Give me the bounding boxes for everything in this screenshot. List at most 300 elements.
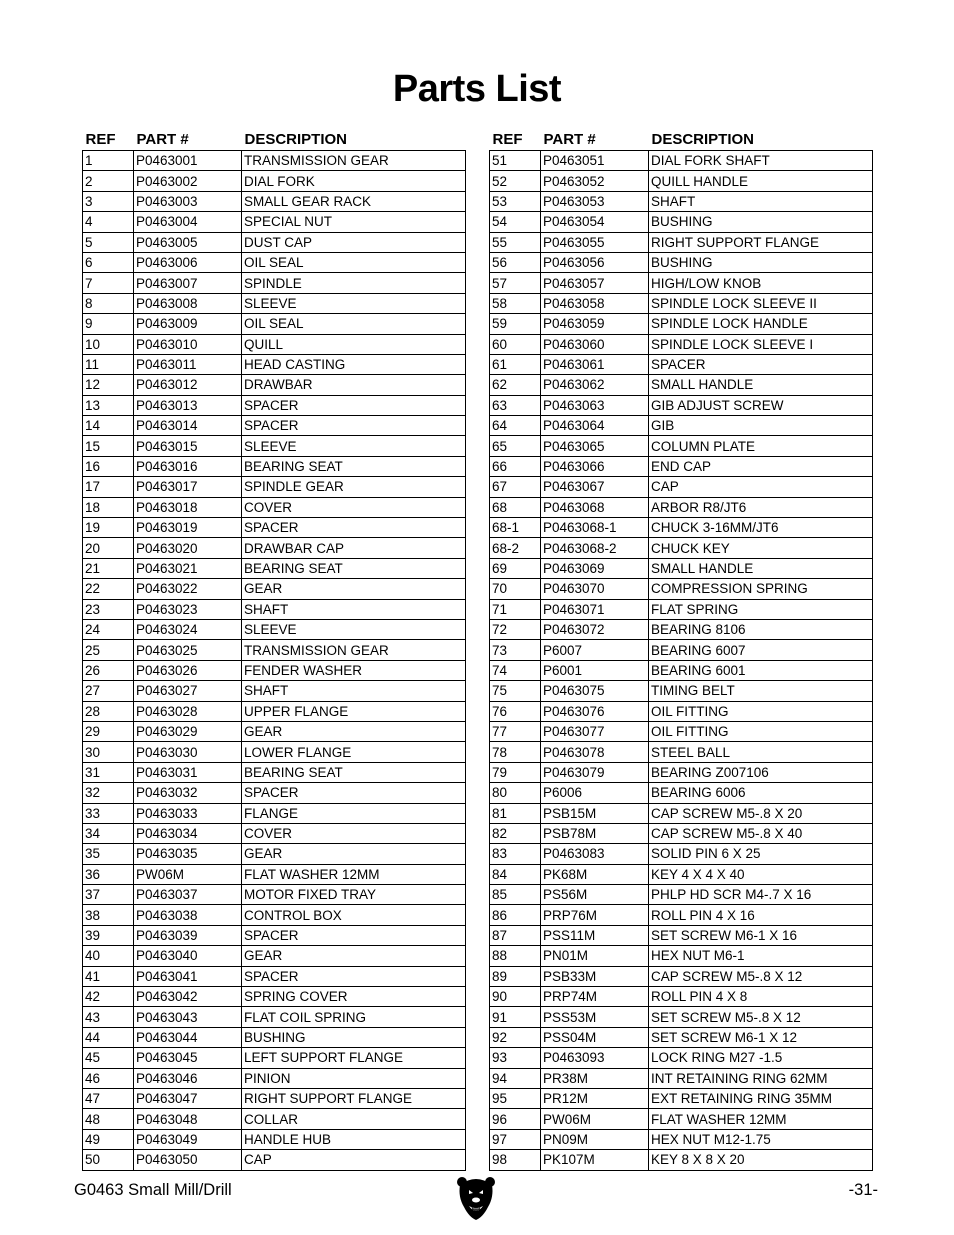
- ref-cell: 43: [83, 1007, 134, 1027]
- description-cell: HIGH/LOW KNOB: [649, 273, 873, 293]
- ref-cell: 13: [83, 395, 134, 415]
- part-number-cell: P0463042: [134, 987, 242, 1007]
- part-number-cell: PRP76M: [541, 905, 649, 925]
- description-cell: KEY 8 X 8 X 20: [649, 1150, 873, 1170]
- description-cell: DIAL FORK: [242, 171, 466, 191]
- ref-cell: 30: [83, 742, 134, 762]
- description-cell: ROLL PIN 4 X 16: [649, 905, 873, 925]
- part-number-cell: P0463052: [541, 171, 649, 191]
- part-number-cell: P0463038: [134, 905, 242, 925]
- part-number-cell: P0463005: [134, 232, 242, 252]
- part-number-cell: P0463054: [541, 212, 649, 232]
- ref-cell: 64: [490, 416, 541, 436]
- table-row: [490, 538, 873, 558]
- part-number-cell: P0463013: [134, 395, 242, 415]
- footer-model-label: G0463 Small Mill/Drill: [74, 1181, 232, 1199]
- table-row: [83, 1068, 466, 1088]
- ref-cell: 82: [490, 823, 541, 843]
- description-cell: MOTOR FIXED TRAY: [242, 885, 466, 905]
- part-number-column-header: PART #: [541, 128, 649, 151]
- ref-cell: 53: [490, 191, 541, 211]
- table-row: [83, 1088, 466, 1108]
- ref-column-header: REF: [490, 128, 541, 151]
- ref-cell: 98: [490, 1150, 541, 1170]
- table-row: [83, 416, 466, 436]
- ref-cell: 79: [490, 762, 541, 782]
- description-cell: BUSHING: [649, 252, 873, 272]
- part-number-cell: P0463065: [541, 436, 649, 456]
- part-number-cell: P0463017: [134, 477, 242, 497]
- description-cell: SPACER: [242, 416, 466, 436]
- ref-cell: 6: [83, 252, 134, 272]
- part-number-cell: P6001: [541, 660, 649, 680]
- ref-cell: 55: [490, 232, 541, 252]
- ref-cell: 45: [83, 1048, 134, 1068]
- parts-table-left-body: [83, 151, 466, 1171]
- description-cell: UPPER FLANGE: [242, 701, 466, 721]
- ref-cell: 68-2: [490, 538, 541, 558]
- description-cell: BEARING 8106: [649, 619, 873, 639]
- part-number-cell: P0463056: [541, 252, 649, 272]
- part-number-cell: P0463035: [134, 844, 242, 864]
- part-number-cell: P0463040: [134, 946, 242, 966]
- description-cell: GEAR: [242, 844, 466, 864]
- table-row: [490, 212, 873, 232]
- ref-cell: 7: [83, 273, 134, 293]
- table-row: [83, 885, 466, 905]
- part-number-cell: P0463044: [134, 1027, 242, 1047]
- description-cell: PINION: [242, 1068, 466, 1088]
- ref-cell: 58: [490, 293, 541, 313]
- ref-cell: 9: [83, 314, 134, 334]
- footer-page-number: -31-: [848, 1181, 878, 1199]
- part-number-cell: P0463068-1: [541, 518, 649, 538]
- description-cell: DUST CAP: [242, 232, 466, 252]
- table-row: [83, 191, 466, 211]
- table-row: [83, 354, 466, 374]
- part-number-cell: PSB78M: [541, 823, 649, 843]
- description-cell: COVER: [242, 497, 466, 517]
- description-cell: HEAD CASTING: [242, 354, 466, 374]
- ref-cell: 72: [490, 619, 541, 639]
- part-number-cell: P0463079: [541, 762, 649, 782]
- table-row: [490, 946, 873, 966]
- part-number-cell: P0463075: [541, 681, 649, 701]
- ref-cell: 18: [83, 497, 134, 517]
- description-cell: COLLAR: [242, 1109, 466, 1129]
- table-row: [83, 783, 466, 803]
- page-title: Parts List: [392, 68, 562, 110]
- part-number-cell: P0463068: [541, 497, 649, 517]
- table-row: [490, 558, 873, 578]
- description-cell: GEAR: [242, 721, 466, 741]
- ref-cell: 10: [83, 334, 134, 354]
- ref-cell: 83: [490, 844, 541, 864]
- ref-cell: 20: [83, 538, 134, 558]
- description-cell: LOCK RING M27 -1.5: [649, 1048, 873, 1068]
- table-row: [83, 538, 466, 558]
- description-cell: SLEEVE: [242, 619, 466, 639]
- description-cell: SPACER: [649, 354, 873, 374]
- ref-cell: 90: [490, 987, 541, 1007]
- part-number-cell: P0463051: [541, 151, 649, 171]
- description-cell: CAP SCREW M5-.8 X 20: [649, 803, 873, 823]
- description-cell: BEARING SEAT: [242, 456, 466, 476]
- part-number-cell: P0463037: [134, 885, 242, 905]
- part-number-cell: PRP74M: [541, 987, 649, 1007]
- description-cell: CONTROL BOX: [242, 905, 466, 925]
- part-number-cell: P0463010: [134, 334, 242, 354]
- part-number-cell: P0463016: [134, 456, 242, 476]
- ref-cell: 32: [83, 783, 134, 803]
- table-row: [490, 497, 873, 517]
- table-row: [490, 640, 873, 660]
- table-row: [490, 864, 873, 884]
- part-number-cell: P0463066: [541, 456, 649, 476]
- table-row: [490, 395, 873, 415]
- table-row: [490, 354, 873, 374]
- table-row: [83, 1150, 466, 1170]
- part-number-cell: P0463023: [134, 599, 242, 619]
- description-cell: LEFT SUPPORT FLANGE: [242, 1048, 466, 1068]
- table-row: [83, 314, 466, 334]
- part-number-cell: P6006: [541, 783, 649, 803]
- table-row: [83, 375, 466, 395]
- ref-cell: 5: [83, 232, 134, 252]
- table-row: [490, 599, 873, 619]
- ref-cell: 29: [83, 721, 134, 741]
- table-row: [83, 212, 466, 232]
- ref-cell: 49: [83, 1129, 134, 1149]
- table-row: [83, 823, 466, 843]
- ref-cell: 14: [83, 416, 134, 436]
- ref-cell: 63: [490, 395, 541, 415]
- ref-cell: 50: [83, 1150, 134, 1170]
- part-number-cell: P0463070: [541, 579, 649, 599]
- ref-cell: 4: [83, 212, 134, 232]
- ref-cell: 17: [83, 477, 134, 497]
- table-row: [83, 762, 466, 782]
- description-cell: SPECIAL NUT: [242, 212, 466, 232]
- ref-cell: 8: [83, 293, 134, 313]
- table-row: [83, 293, 466, 313]
- description-cell: SMALL HANDLE: [649, 375, 873, 395]
- table-header-row: [490, 128, 873, 151]
- description-cell: CAP SCREW M5-.8 X 40: [649, 823, 873, 843]
- table-row: [490, 925, 873, 945]
- table-row: [83, 273, 466, 293]
- ref-cell: 62: [490, 375, 541, 395]
- table-row: [83, 1048, 466, 1068]
- part-number-cell: P0463003: [134, 191, 242, 211]
- description-cell: SMALL HANDLE: [649, 558, 873, 578]
- table-row: [490, 518, 873, 538]
- grizzly-bear-logo-icon: [456, 1175, 496, 1221]
- table-row: [490, 191, 873, 211]
- ref-cell: 19: [83, 518, 134, 538]
- parts-table-right-body: [490, 151, 873, 1171]
- table-row: [83, 925, 466, 945]
- description-cell: SHAFT: [242, 599, 466, 619]
- table-row: [490, 416, 873, 436]
- table-row: [490, 334, 873, 354]
- ref-cell: 39: [83, 925, 134, 945]
- ref-cell: 11: [83, 354, 134, 374]
- table-row: [490, 1007, 873, 1027]
- ref-cell: 91: [490, 1007, 541, 1027]
- part-number-cell: PR38M: [541, 1068, 649, 1088]
- table-row: [83, 701, 466, 721]
- table-row: [490, 721, 873, 741]
- description-cell: ARBOR R8/JT6: [649, 497, 873, 517]
- description-cell: BEARING SEAT: [242, 558, 466, 578]
- ref-cell: 54: [490, 212, 541, 232]
- table-row: [490, 232, 873, 252]
- table-row: [83, 987, 466, 1007]
- part-number-cell: P0463014: [134, 416, 242, 436]
- description-cell: EXT RETAINING RING 35MM: [649, 1088, 873, 1108]
- ref-cell: 61: [490, 354, 541, 374]
- description-cell: SET SCREW M6-1 X 16: [649, 925, 873, 945]
- table-row: [83, 742, 466, 762]
- ref-cell: 89: [490, 966, 541, 986]
- part-number-cell: P0463076: [541, 701, 649, 721]
- part-number-cell: PW06M: [541, 1109, 649, 1129]
- description-cell: FLAT SPRING: [649, 599, 873, 619]
- table-row: [83, 640, 466, 660]
- description-cell: SHAFT: [242, 681, 466, 701]
- table-row: [83, 579, 466, 599]
- ref-cell: 3: [83, 191, 134, 211]
- ref-cell: 88: [490, 946, 541, 966]
- ref-cell: 73: [490, 640, 541, 660]
- table-row: [490, 619, 873, 639]
- description-cell: OIL FITTING: [649, 721, 873, 741]
- description-cell: FLAT WASHER 12MM: [242, 864, 466, 884]
- part-number-cell: PSS53M: [541, 1007, 649, 1027]
- ref-cell: 12: [83, 375, 134, 395]
- table-row: [490, 885, 873, 905]
- part-number-cell: PSS11M: [541, 925, 649, 945]
- ref-cell: 57: [490, 273, 541, 293]
- description-cell: PHLP HD SCR M4-.7 X 16: [649, 885, 873, 905]
- table-row: [83, 1129, 466, 1149]
- part-number-cell: P0463058: [541, 293, 649, 313]
- ref-cell: 27: [83, 681, 134, 701]
- part-number-column-header: PART #: [134, 128, 242, 151]
- part-number-cell: P0463041: [134, 966, 242, 986]
- table-row: [83, 171, 466, 191]
- table-header-row: [83, 128, 466, 151]
- description-cell: SPINDLE GEAR: [242, 477, 466, 497]
- description-cell: SPACER: [242, 518, 466, 538]
- ref-cell: 37: [83, 885, 134, 905]
- table-row: [490, 314, 873, 334]
- ref-cell: 34: [83, 823, 134, 843]
- part-number-cell: P0463046: [134, 1068, 242, 1088]
- table-row: [490, 762, 873, 782]
- part-number-cell: P0463029: [134, 721, 242, 741]
- table-row: [83, 599, 466, 619]
- ref-cell: 92: [490, 1027, 541, 1047]
- table-row: [490, 293, 873, 313]
- part-number-cell: P0463025: [134, 640, 242, 660]
- description-cell: FLAT COIL SPRING: [242, 1007, 466, 1027]
- part-number-cell: P0463007: [134, 273, 242, 293]
- part-number-cell: P0463008: [134, 293, 242, 313]
- description-cell: FLAT WASHER 12MM: [649, 1109, 873, 1129]
- part-number-cell: P0463030: [134, 742, 242, 762]
- description-cell: BEARING SEAT: [242, 762, 466, 782]
- description-cell: ROLL PIN 4 X 8: [649, 987, 873, 1007]
- part-number-cell: P0463034: [134, 823, 242, 843]
- ref-cell: 78: [490, 742, 541, 762]
- ref-cell: 75: [490, 681, 541, 701]
- part-number-cell: P0463093: [541, 1048, 649, 1068]
- description-column-header: DESCRIPTION: [649, 128, 873, 151]
- ref-cell: 66: [490, 456, 541, 476]
- table-row: [83, 497, 466, 517]
- part-number-cell: P0463063: [541, 395, 649, 415]
- part-number-cell: PK68M: [541, 864, 649, 884]
- description-cell: BUSHING: [649, 212, 873, 232]
- ref-cell: 86: [490, 905, 541, 925]
- description-cell: SPACER: [242, 783, 466, 803]
- part-number-cell: P0463055: [541, 232, 649, 252]
- description-cell: OIL FITTING: [649, 701, 873, 721]
- ref-cell: 16: [83, 456, 134, 476]
- table-row: [83, 477, 466, 497]
- table-row: [83, 966, 466, 986]
- table-row: [83, 232, 466, 252]
- part-number-cell: P0463071: [541, 599, 649, 619]
- table-row: [83, 456, 466, 476]
- description-cell: RIGHT SUPPORT FLANGE: [242, 1088, 466, 1108]
- part-number-cell: P0463053: [541, 191, 649, 211]
- table-row: [83, 619, 466, 639]
- table-row: [490, 171, 873, 191]
- table-row: [490, 823, 873, 843]
- part-number-cell: P0463059: [541, 314, 649, 334]
- description-cell: CAP SCREW M5-.8 X 12: [649, 966, 873, 986]
- table-row: [490, 1027, 873, 1047]
- ref-cell: 67: [490, 477, 541, 497]
- table-row: [83, 803, 466, 823]
- description-cell: DIAL FORK SHAFT: [649, 151, 873, 171]
- ref-cell: 70: [490, 579, 541, 599]
- description-cell: BEARING 6001: [649, 660, 873, 680]
- part-number-cell: P0463048: [134, 1109, 242, 1129]
- description-cell: SOLID PIN 6 X 25: [649, 844, 873, 864]
- table-row: [490, 151, 873, 171]
- ref-cell: 84: [490, 864, 541, 884]
- part-number-cell: P0463028: [134, 701, 242, 721]
- description-cell: QUILL HANDLE: [649, 171, 873, 191]
- ref-cell: 15: [83, 436, 134, 456]
- description-cell: COVER: [242, 823, 466, 843]
- description-cell: LOWER FLANGE: [242, 742, 466, 762]
- ref-cell: 93: [490, 1048, 541, 1068]
- table-row: [83, 864, 466, 884]
- part-number-cell: PR12M: [541, 1088, 649, 1108]
- part-number-cell: P0463020: [134, 538, 242, 558]
- ref-cell: 59: [490, 314, 541, 334]
- table-row: [490, 273, 873, 293]
- description-cell: BEARING Z007106: [649, 762, 873, 782]
- part-number-cell: P0463061: [541, 354, 649, 374]
- part-number-cell: P0463039: [134, 925, 242, 945]
- table-row: [490, 783, 873, 803]
- ref-cell: 94: [490, 1068, 541, 1088]
- part-number-cell: P0463019: [134, 518, 242, 538]
- description-cell: SPINDLE LOCK SLEEVE II: [649, 293, 873, 313]
- part-number-cell: P0463060: [541, 334, 649, 354]
- description-cell: SPACER: [242, 395, 466, 415]
- table-row: [83, 395, 466, 415]
- part-number-cell: P0463032: [134, 783, 242, 803]
- description-cell: SPINDLE LOCK SLEEVE I: [649, 334, 873, 354]
- part-number-cell: P0463011: [134, 354, 242, 374]
- part-number-cell: PK107M: [541, 1150, 649, 1170]
- ref-cell: 76: [490, 701, 541, 721]
- ref-cell: 40: [83, 946, 134, 966]
- ref-cell: 96: [490, 1109, 541, 1129]
- ref-cell: 74: [490, 660, 541, 680]
- part-number-cell: P0463064: [541, 416, 649, 436]
- part-number-cell: PSB33M: [541, 966, 649, 986]
- table-row: [490, 477, 873, 497]
- table-row: [83, 151, 466, 171]
- part-number-cell: P0463004: [134, 212, 242, 232]
- table-row: [490, 375, 873, 395]
- ref-cell: 87: [490, 925, 541, 945]
- ref-cell: 97: [490, 1129, 541, 1149]
- ref-column-header: REF: [83, 128, 134, 151]
- table-row: [83, 252, 466, 272]
- description-cell: KEY 4 X 4 X 40: [649, 864, 873, 884]
- ref-cell: 48: [83, 1109, 134, 1129]
- description-cell: CHUCK 3-16MM/JT6: [649, 518, 873, 538]
- description-cell: TIMING BELT: [649, 681, 873, 701]
- description-cell: BEARING 6007: [649, 640, 873, 660]
- ref-cell: 95: [490, 1088, 541, 1108]
- ref-cell: 21: [83, 558, 134, 578]
- table-row: [490, 252, 873, 272]
- part-number-cell: PN01M: [541, 946, 649, 966]
- table-row: [490, 456, 873, 476]
- description-cell: GEAR: [242, 946, 466, 966]
- part-number-cell: P0463043: [134, 1007, 242, 1027]
- ref-cell: 28: [83, 701, 134, 721]
- part-number-cell: P0463024: [134, 619, 242, 639]
- description-column-header: DESCRIPTION: [242, 128, 466, 151]
- description-cell: DRAWBAR CAP: [242, 538, 466, 558]
- description-cell: SET SCREW M5-.8 X 12: [649, 1007, 873, 1027]
- ref-cell: 24: [83, 619, 134, 639]
- part-number-cell: P0463033: [134, 803, 242, 823]
- table-row: [83, 721, 466, 741]
- ref-cell: 69: [490, 558, 541, 578]
- part-number-cell: P0463021: [134, 558, 242, 578]
- part-number-cell: P0463083: [541, 844, 649, 864]
- description-cell: BEARING 6006: [649, 783, 873, 803]
- table-row: [490, 660, 873, 680]
- part-number-cell: P0463012: [134, 375, 242, 395]
- description-cell: OIL SEAL: [242, 252, 466, 272]
- table-row: [83, 518, 466, 538]
- table-row: [490, 803, 873, 823]
- ref-cell: 2: [83, 171, 134, 191]
